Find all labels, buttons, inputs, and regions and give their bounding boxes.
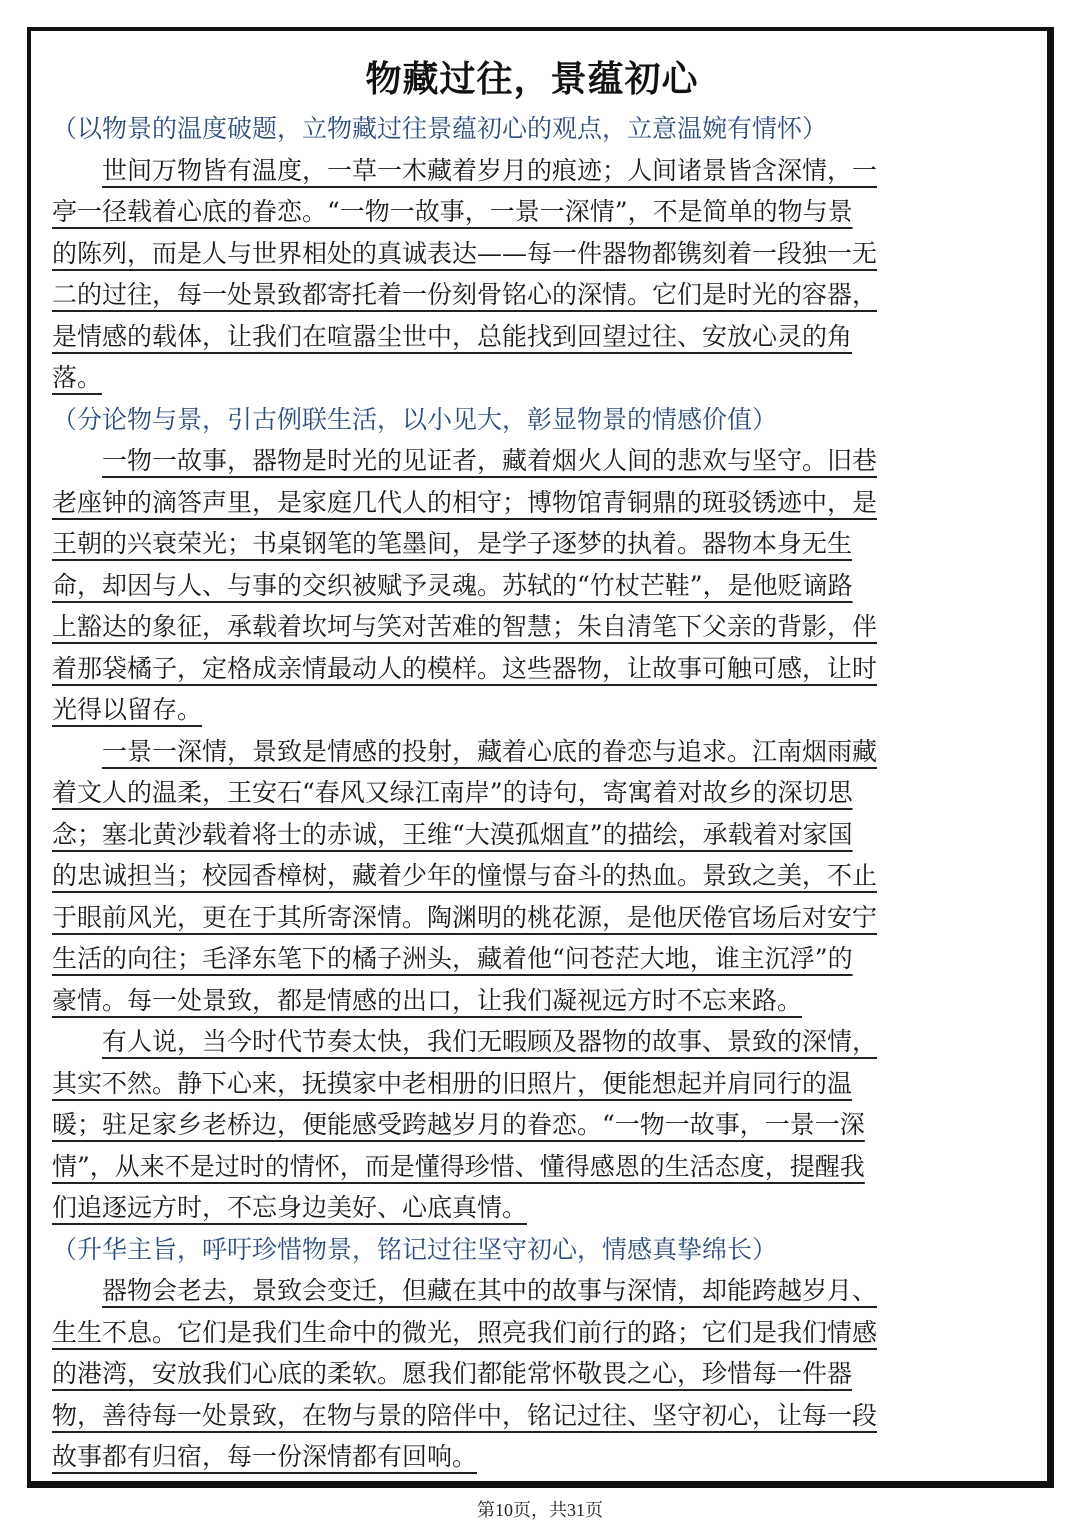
- paragraph: [52, 150, 1012, 399]
- text-line: 一物一故事，器物是时光的见证者，藏着烟火人间的悲欢与坚守。旧巷: [102, 446, 878, 475]
- text-line: 情”，从来不是过时的情怀，而是懂得珍惜、懂得感恩的生活态度，提醒我: [52, 1151, 865, 1181]
- text-line: 器物会老去，景致会变迁，但藏在其中的故事与深情，却能跨越岁月、: [102, 1276, 878, 1305]
- text-line: 生活的向往；毛泽东笔下的橘子洲头，藏着他“问苍茫大地，谁主沉浮”的: [52, 944, 853, 973]
- text-line: 的港湾，安放我们心底的柔软。愿我们都能常怀敬畏之心，珍惜每一件器: [52, 1359, 853, 1388]
- text-line: 的陈列，而是人与世界相处的真诚表达——每一件器物都镌刻着一段独一无: [52, 238, 878, 268]
- text-line: 光得以留存。: [52, 695, 203, 724]
- annotation-note: （分论物与景，引古例联生活，以小见大，彰显物景的情感价值）: [52, 404, 778, 434]
- text-line: 于眼前风光，更在于其所寄深情。陶渊明的桃花源，是他厌倦官场后对安宁: [52, 902, 878, 932]
- text-line: 一景一深情，景致是情感的投射，藏着心底的眷恋与追求。江南烟雨藏: [102, 736, 878, 766]
- page-number: 第10页，共31页: [477, 1500, 603, 1520]
- annotation-note: （升华主旨，呼吁珍惜物景，铭记过往坚守初心，情感真挚绵长）: [52, 1234, 778, 1264]
- text-line: 念；塞北黄沙载着将士的赤诚，王维“大漠孤烟直”的描绘，承载着对家国: [52, 819, 853, 849]
- text-line: 着那袋橘子，定格成亲情最动人的模样。这些器物，让故事可触可感，让时: [52, 653, 878, 683]
- text-line: 上豁达的象征，承载着坎坷与笑对苦难的智慧；朱自清笔下父亲的背影，伴: [52, 612, 878, 641]
- text-line: 其实不然。静下心来，抚摸家中老相册的旧照片，便能想起并肩同行的温: [52, 1068, 853, 1098]
- text-line: 老座钟的滴答声里，是家庭几代人的相守；博物馆青铜鼎的斑驳锈迹中，是: [52, 487, 878, 517]
- paragraph: [52, 440, 1012, 731]
- paragraph: [52, 731, 1012, 1022]
- text-line: 暖；驻足家乡老桥边，便能感受跨越岁月的眷恋。“一物一故事，一景一深: [52, 1110, 865, 1139]
- text-line: 着文人的温柔，王安石“春风又绿江南岸”的诗句，寄寓着对故乡的深切思: [52, 778, 853, 807]
- text-line: 亭一径载着心底的眷恋。“一物一故事，一景一深情”，不是简单的物与景: [52, 197, 853, 226]
- essay-title: 物藏过往，景蕴初心: [365, 59, 699, 100]
- text-line: 命，却因与人、与事的交织被赋予灵魂。苏轼的“竹杖芒鞋”，是他贬谪路: [52, 570, 853, 600]
- text-line: 故事都有归宿，每一份深情都有回响。: [52, 1442, 478, 1471]
- text-line: 是情感的载体，让我们在喧嚣尘世中，总能找到回望过往、安放心灵的角: [52, 321, 853, 351]
- annotation-note: （以物景的温度破题，立物藏过往景蕴初心的观点，立意温婉有情怀）: [52, 114, 828, 143]
- text-line: 二的过往，每一处景致都寄托着一份刻骨铭心的深情。它们是时光的容器，: [52, 280, 878, 309]
- text-line: 落。: [52, 363, 103, 392]
- text-line: 的忠诚担当；校园香樟树，藏着少年的憧憬与奋斗的热血。景致之美，不止: [52, 861, 878, 890]
- text-line: 们追逐远方时，不忘身边美好、心底真情。: [52, 1193, 528, 1222]
- paragraph: [52, 1270, 1012, 1478]
- text-line: 王朝的兴衰荣光；书桌钢笔的笔墨间，是学子逐梦的执着。器物本身无生: [52, 529, 853, 558]
- text-line: 世间万物皆有温度，一草一木藏着岁月的痕迹；人间诸景皆含深情，一: [102, 155, 878, 185]
- text-line: 有人说，当今时代节奏太快，我们无暇顾及器物的故事、景致的深情，: [102, 1027, 878, 1056]
- document-body: [52, 52, 1012, 1478]
- text-line: 物，善待每一处景致，在物与景的陪伴中，铭记过往、坚守初心，让每一段: [52, 1400, 878, 1430]
- paragraph: [52, 1021, 1012, 1229]
- text-line: 生生不息。它们是我们生命中的微光，照亮我们前行的路；它们是我们情感: [52, 1317, 878, 1347]
- text-line: 豪情。每一处景致，都是情感的出口，让我们凝视远方时不忘来路。: [52, 985, 803, 1015]
